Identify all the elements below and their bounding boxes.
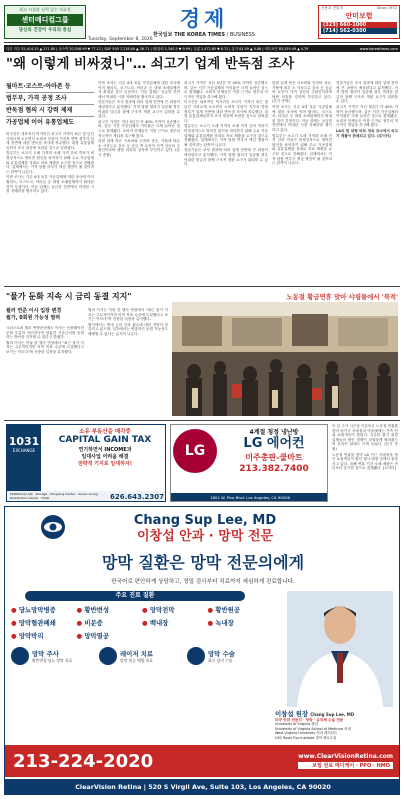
phone-la: (323) 660-1000: [321, 22, 397, 28]
lead-story-col2: [98, 81, 180, 282]
story-paragraph: 월가에서는 연내 금리 인하 횟수에 대한 전망이 엇갈리고 있으며, 일부에서는 연말까지 동결 가능성도 배제할 수 없다는 분석이 나온다.: [88, 322, 168, 336]
mall-photo: [172, 302, 398, 416]
story-paragraph: 크리스토퍼 월러 연방준비제도 이사는 인플레이션 둔화 흐름이 이어진다면 당분간 기준금리를 동결하는 방안을 지지할 수 있다고 밝혔다.: [6, 326, 84, 340]
clinic-phone[interactable]: 213-224-2020: [13, 750, 154, 772]
ticker-text: 다우 지수 52,414.25 ▲ 271.80 | 나스닥 20,508.99 ▼ 77.11 | S&P 500 7,218.60 ▲ 26.71 | 원/달러 1,340.5 ▼ 9.99 | 금값 2,472.60 ▼ 8.72 | 유가 81.09 ▲ 0.86 | 비트코인 85,329.49 ▲ 4.79: [6, 47, 309, 51]
ad-sub: 미주총판-쿨마트: [245, 453, 303, 462]
market-ticker: [4, 45, 400, 52]
second-headline: "물가 둔화 지속 시 금리 동결 지지": [6, 292, 132, 301]
ad-top: 4계절 청정 냉난방: [249, 429, 299, 436]
photo-caption: LA의 한 대형 마트 정육 코너에서 쇠고기 제품이 판매되고 있다. [로이터]: [336, 128, 398, 138]
doctor-cred: West Virginia University 안과 레지던트: [275, 731, 338, 736]
lead-story-col1: [6, 132, 94, 282]
lead-story-col3: [184, 81, 268, 282]
brand-name: 한국일보 THE KOREA TIMES: [153, 32, 225, 38]
service-item: ● 녹내장: [207, 619, 234, 627]
service-item: ● 망막전막: [142, 606, 175, 614]
clinic-contact-bar: [5, 745, 400, 777]
doctor-photo: [287, 591, 393, 707]
ad-title: LG 에어컨: [243, 436, 305, 451]
sub-head: 반독점 혐의 시 강력 제재: [6, 105, 94, 117]
ad-title-big: CAPITAL GAIN TAX: [58, 435, 152, 445]
clinic-tagline: 망막 질환은 망막 전문의에게: [101, 553, 305, 572]
section-divider: [4, 286, 400, 287]
ad-title-small: 소유 부동산을 매각중: [79, 429, 131, 435]
second-sub-heads: [6, 308, 86, 322]
sub-head: 월마트·코스트·아마존 등: [6, 81, 94, 93]
ad-brand-sub: EXCHANGE: [12, 448, 36, 453]
story-paragraph: 이번 조사는 기존 4대 육류 가공업체에 대한 조사에 이어 월마트, 코스트코, 아마존 등 대형 소매업체까지 확대된 것이 특징이다. 이들 업체는 공급망 전반에서 막대한 시장 지배력을 행사하고 있다.: [272, 104, 332, 132]
insurance-ad[interactable]: [318, 5, 400, 39]
ad-phone[interactable]: 626.643.2307: [109, 493, 164, 501]
service-item: ● 비문증: [76, 619, 103, 627]
lg-logo-icon: LG: [173, 429, 217, 473]
service-item: ● 망막열공: [76, 632, 110, 640]
sub-head: 월가, 0회원 가능성 열려: [6, 315, 61, 321]
clinic-name: 이창섭 안과 · 망막 전문: [136, 529, 274, 544]
story-paragraph: 쇠고기 가격은 지난 5년간 약 40% 가까이 상승했으며, 같은 기간 가공업체의 이익률은 크게 늘어난 것으로 집계됐다. 소비자 단체들은 이를 근거로 정부의 적극적인 개입을 촉구해 왔다.: [184, 81, 268, 99]
feature-item: 망막 수술 최신 장비 수술: [187, 647, 271, 665]
ad-slogan: 당신의 건강이 우리의 중심: [18, 28, 72, 33]
story-paragraph: 월러 이사는 이날 한 행사 연설에서 "최근 물가 지표는 고무적이지만 아직 목표 수준에 도달했다고 보기는 이르다"며 신중한 입장을 유지했다.: [88, 308, 168, 322]
ad-since: Since 1972: [376, 6, 397, 10]
services-title: 주요 진료 질환: [25, 591, 245, 601]
section-divider: [4, 420, 400, 421]
service-item: ● 백내장: [142, 619, 169, 627]
story-paragraph: 법무부는 소고기 도매 가격과 소매 가격 간의 격차가 비정상적으로 벌어진 원인을 파악하기 위해 주요 가공업체와 유통업체를 상대로 자료 제출을 요구한 것으로 전해졌다. 업계에서는 가격 담합 여부가 핵심 쟁점이 될 것이라는 관측이 나온다.: [6, 151, 94, 174]
lead-story-col4: [272, 81, 332, 282]
ad-brand-block: [7, 425, 41, 491]
second-story-col2: [88, 308, 168, 416]
capital-gain-ad[interactable]: [6, 424, 166, 502]
story-paragraph: 한편 업계 측은 사료비와 인건비 상승, 가뭄에 따른 소 사육두수 감소 등 공급 측 요인이 가격 상승의 주원인이라며 담합 의혹을 강하게 부인하고 있다. (본사 종합): [272, 81, 332, 104]
service-item: ● 망막혈관폐쇄: [11, 619, 56, 627]
sub-head: 법무부, 가격 공정 조사: [6, 93, 94, 105]
services-list: [11, 605, 271, 640]
service-item: ● 황반원공: [207, 606, 241, 614]
story-paragraph: 이번 조사는 기존 4대 육류 가공업체에 대한 조사에 이어 월마트, 코스트코, 아마존 등 대형 소매업체까지 확대된 것이 특징이다. 이들 업체는 공급망 전반에서 막대한 시장 지배력을 행사하고 있다.: [98, 81, 180, 99]
ad-tagline: 최고 시설과 실력 있는 의료진: [19, 7, 71, 12]
masthead: [4, 3, 400, 43]
phone-oc: (714) 562-0300: [321, 28, 397, 34]
second-story-col1: [6, 326, 84, 416]
clinic-website[interactable]: www.ClearVisionRetina.com: [298, 753, 393, 760]
laser-icon: [99, 647, 117, 665]
center-medical-ad[interactable]: [4, 5, 86, 39]
feature-item: 레이저 치료 망막 열공 예방 치료: [99, 647, 183, 665]
clinic-footer: ClearVision Retina | 520 S Virgil Ave, Suite 103, Los Angeles, CA 90020: [5, 779, 400, 795]
story-paragraph: 법무부는 소고기 도매 가격과 소매 가격 간의 격차가 비정상적으로 벌어진 원인을 파악하기 위해 주요 가공업체와 유통업체를 상대로 자료 제출을 요구한 것으로 전해졌다. 업계에서는 가격 담합 여부가 핵심 쟁점이 될 것이라는 관측이 나온다.: [272, 133, 332, 166]
ad-line: 임대사업 어려움 해결: [81, 454, 129, 460]
eye-logo-icon: [41, 515, 65, 539]
story-paragraph: 미국산은 대표적인 먹거리인 쇠고기 가격이 최근 몇 년간 가파르게 오르면서 소비자 부담이 커지자 연방 정부가 업계 전반에 대한 반독점 조사에 착수했다. 대형 유통업체들까지 조사 대상에 포함된 것으로 알려졌다.: [184, 100, 268, 123]
ad-tag: 신용과 전통의: [321, 6, 343, 10]
photo-kicker: 노동절 황금연휴 맞아 샤핑몰에서 '북적': [286, 293, 398, 301]
story-paragraph: 이번 조사는 기존 4대 육류 가공업체에 대한 조사에 이어 월마트, 코스트코, 아마존 등 대형 소매업체까지 확대된 것이 특징이다. 이들 업체는 공급망 전반에서 막대한 시장 지배력을 행사하고 있다.: [6, 175, 94, 194]
story-paragraph: 쇠고기 가격은 지난 5년간 약 40% 가까이 상승했으며, 같은 기간 가공업체의 이익률은 크게 늘어난 것으로 집계됐다. 소비자 단체들은 이를 근거로 정부의 적극적인 개입을 촉구해 왔다.: [336, 104, 398, 128]
story-paragraph: 전문가들은 조사 결과에 따라 업계 전반에 큰 파장이 예상된다고 분석했다. 가격 담합 혐의가 입증될 경우 막대한 벌금과 함께 구조적 개편 요구가 뒤따를 수 있다.: [336, 81, 398, 104]
doctor-info: [275, 709, 397, 740]
story-paragraph: 전문가들은 조사 결과에 따라 업계 전반에 큰 파장이 예상된다고 분석했다. 가격 담합 혐의가 입증될 경우 막대한 벌금과 함께 구조적 개편 요구가 뒤따를 수 있다.: [98, 100, 180, 119]
main-headline: "왜 이렇게 비싸졌니"… 쇠고기 업계 반독점 조사: [6, 57, 295, 72]
doctor-cred: USC Roski Eye Institute 망막 펠로우십: [275, 735, 337, 740]
ad-footer: Multifamily Apt · Storage · Shopping Center · Senior Living · Distribution Center · Hotel: [10, 492, 100, 500]
service-item: ● 황반변성: [76, 606, 110, 614]
lg-aircon-ad[interactable]: [170, 424, 328, 502]
story-paragraph: 법무부는 소고기 도매 가격과 소매 가격 간의 격차가 비정상적으로 벌어진 원인을 파악하기 위해 주요 가공업체와 유통업체를 상대로 자료 제출을 요구한 것으로 전해졌다. 업계에서는 가격 담합 여부가 핵심 쟁점이 될 것이라는 관측이 나온다.: [184, 124, 268, 147]
date-line: Tuesday, September 8, 2026: [88, 37, 153, 42]
doctor-name: 이창섭 원장: [275, 710, 309, 718]
doctor-cred: 미국 안과 전문의 · 망막 · 유리체 수술 전문: [275, 718, 344, 722]
ad-company: 안미보험: [345, 12, 373, 20]
surgery-icon: [187, 647, 205, 665]
sub-heads: [6, 81, 94, 128]
notice-text: 노동절 연휴를 맞아 LA 인근 샤핑몰을 찾은 쇼핑객들이 할인 행사 매장 앞에서 줄을 서고 있다. 올해 연휴 기간 소매 매출은 전년보다 증가한 것으로 집계됐다. [로이터]: [332, 452, 398, 471]
doctor-name-en: Chang Sup Lee, MD: [133, 513, 277, 528]
story-paragraph: 전문가들은 조사 결과에 따라 업계 전반에 큰 파장이 예상된다고 분석했다. 가격 담합 혐의가 입증될 경우 막대한 벌금과 함께 구조적 개편 요구가 뒤따를 수 있다.: [184, 148, 268, 167]
ad-line: 연기하면서 INCOME과: [78, 447, 132, 453]
story-paragraph: 쇠고기 가격은 지난 5년간 약 40% 가까이 상승했으며, 같은 기간 가공업체의 이익률은 크게 늘어난 것으로 집계됐다. 소비자 단체들은 이를 근거로 정부의 적극적인 개입을 촉구해 왔다.: [98, 119, 180, 138]
feature-item: 망막 주사 황반변성·당뇨 망막 치료: [11, 647, 95, 665]
website-link[interactable]: www.koreatimes.com: [359, 46, 398, 51]
service-item: ● 망막박리: [11, 632, 44, 640]
doctor-name-en: Chang Sup Lee, MD: [310, 712, 355, 717]
story-paragraph: 한편 업계 측은 사료비와 인건비 상승, 가뭄에 따른 소 사육두수 감소 등 공급 측 요인이 가격 상승의 주원인이라며 담합 의혹을 강하게 부인하고 있다. (본사 종합): [98, 139, 180, 157]
clinic-header: [85, 513, 325, 545]
lead-story-col5: [336, 81, 398, 282]
story-paragraph: 미국산은 대표적인 먹거리인 쇠고기 가격이 최근 몇 년간 가파르게 오르면서 소비자 부담이 커지자 연방 정부가 업계 전반에 대한 반독점 조사에 착수했다. 대형 유통업체들까지 조사 대상에 포함된 것으로 알려졌다.: [6, 132, 94, 150]
injection-icon: [11, 647, 29, 665]
section-title: 경제: [179, 7, 229, 31]
sub-head: 월러 연준 이사 입장 변경: [6, 308, 62, 314]
story-paragraph: 월러 이사는 이날 한 행사 연설에서 "최근 물가 지표는 고무적이지만 아직 목표 수준에 도달했다고 보기는 이르다"며 신중한 입장을 유지했다.: [6, 340, 84, 354]
doctor-cred: University of Virginia 졸업: [275, 722, 318, 727]
notice-text: 이 달 주가 시즌을 이끌어온 노동절 연휴를 맞아 남가주 샤핑몰과 아울렛에는 가족 단위 쇼핑객들이 몰렸다. 특수를 잡기 위한 업체들의 할인 경쟁이 치열하게 펼쳐졌으며 온라인 판매도 크게 늘었다. (본사 종합): [332, 424, 398, 451]
service-item: ● 당뇨망막병증: [11, 606, 56, 614]
sub-head: 가공업체 이어 유통업체도: [6, 119, 74, 126]
ad-address: 1801 W. Pico Blvd. Los Angeles, CA 90006: [171, 493, 328, 502]
section-name: / BUSINESS: [226, 32, 255, 38]
ad-brand: 1031: [8, 435, 40, 448]
clearvision-clinic-ad[interactable]: [4, 506, 400, 795]
doctor-cred: University of Virginia School of Medicine 의대: [275, 726, 351, 731]
ad-name: 센터메디컬그룹: [7, 14, 83, 26]
insurance-info: 보험 전료 메디케어 · PPO · HMO: [298, 762, 393, 769]
feature-list: [11, 647, 271, 665]
small-notice: [332, 424, 398, 502]
ad-phone[interactable]: 213.382.7400: [239, 464, 309, 474]
ad-line: 전략적 기지로 임대하자!: [77, 461, 133, 467]
clinic-desc: 한국어로 편안하게 상담하고, 정밀 검사부터 치료까지 세심하게 진료합니다.: [111, 579, 295, 585]
